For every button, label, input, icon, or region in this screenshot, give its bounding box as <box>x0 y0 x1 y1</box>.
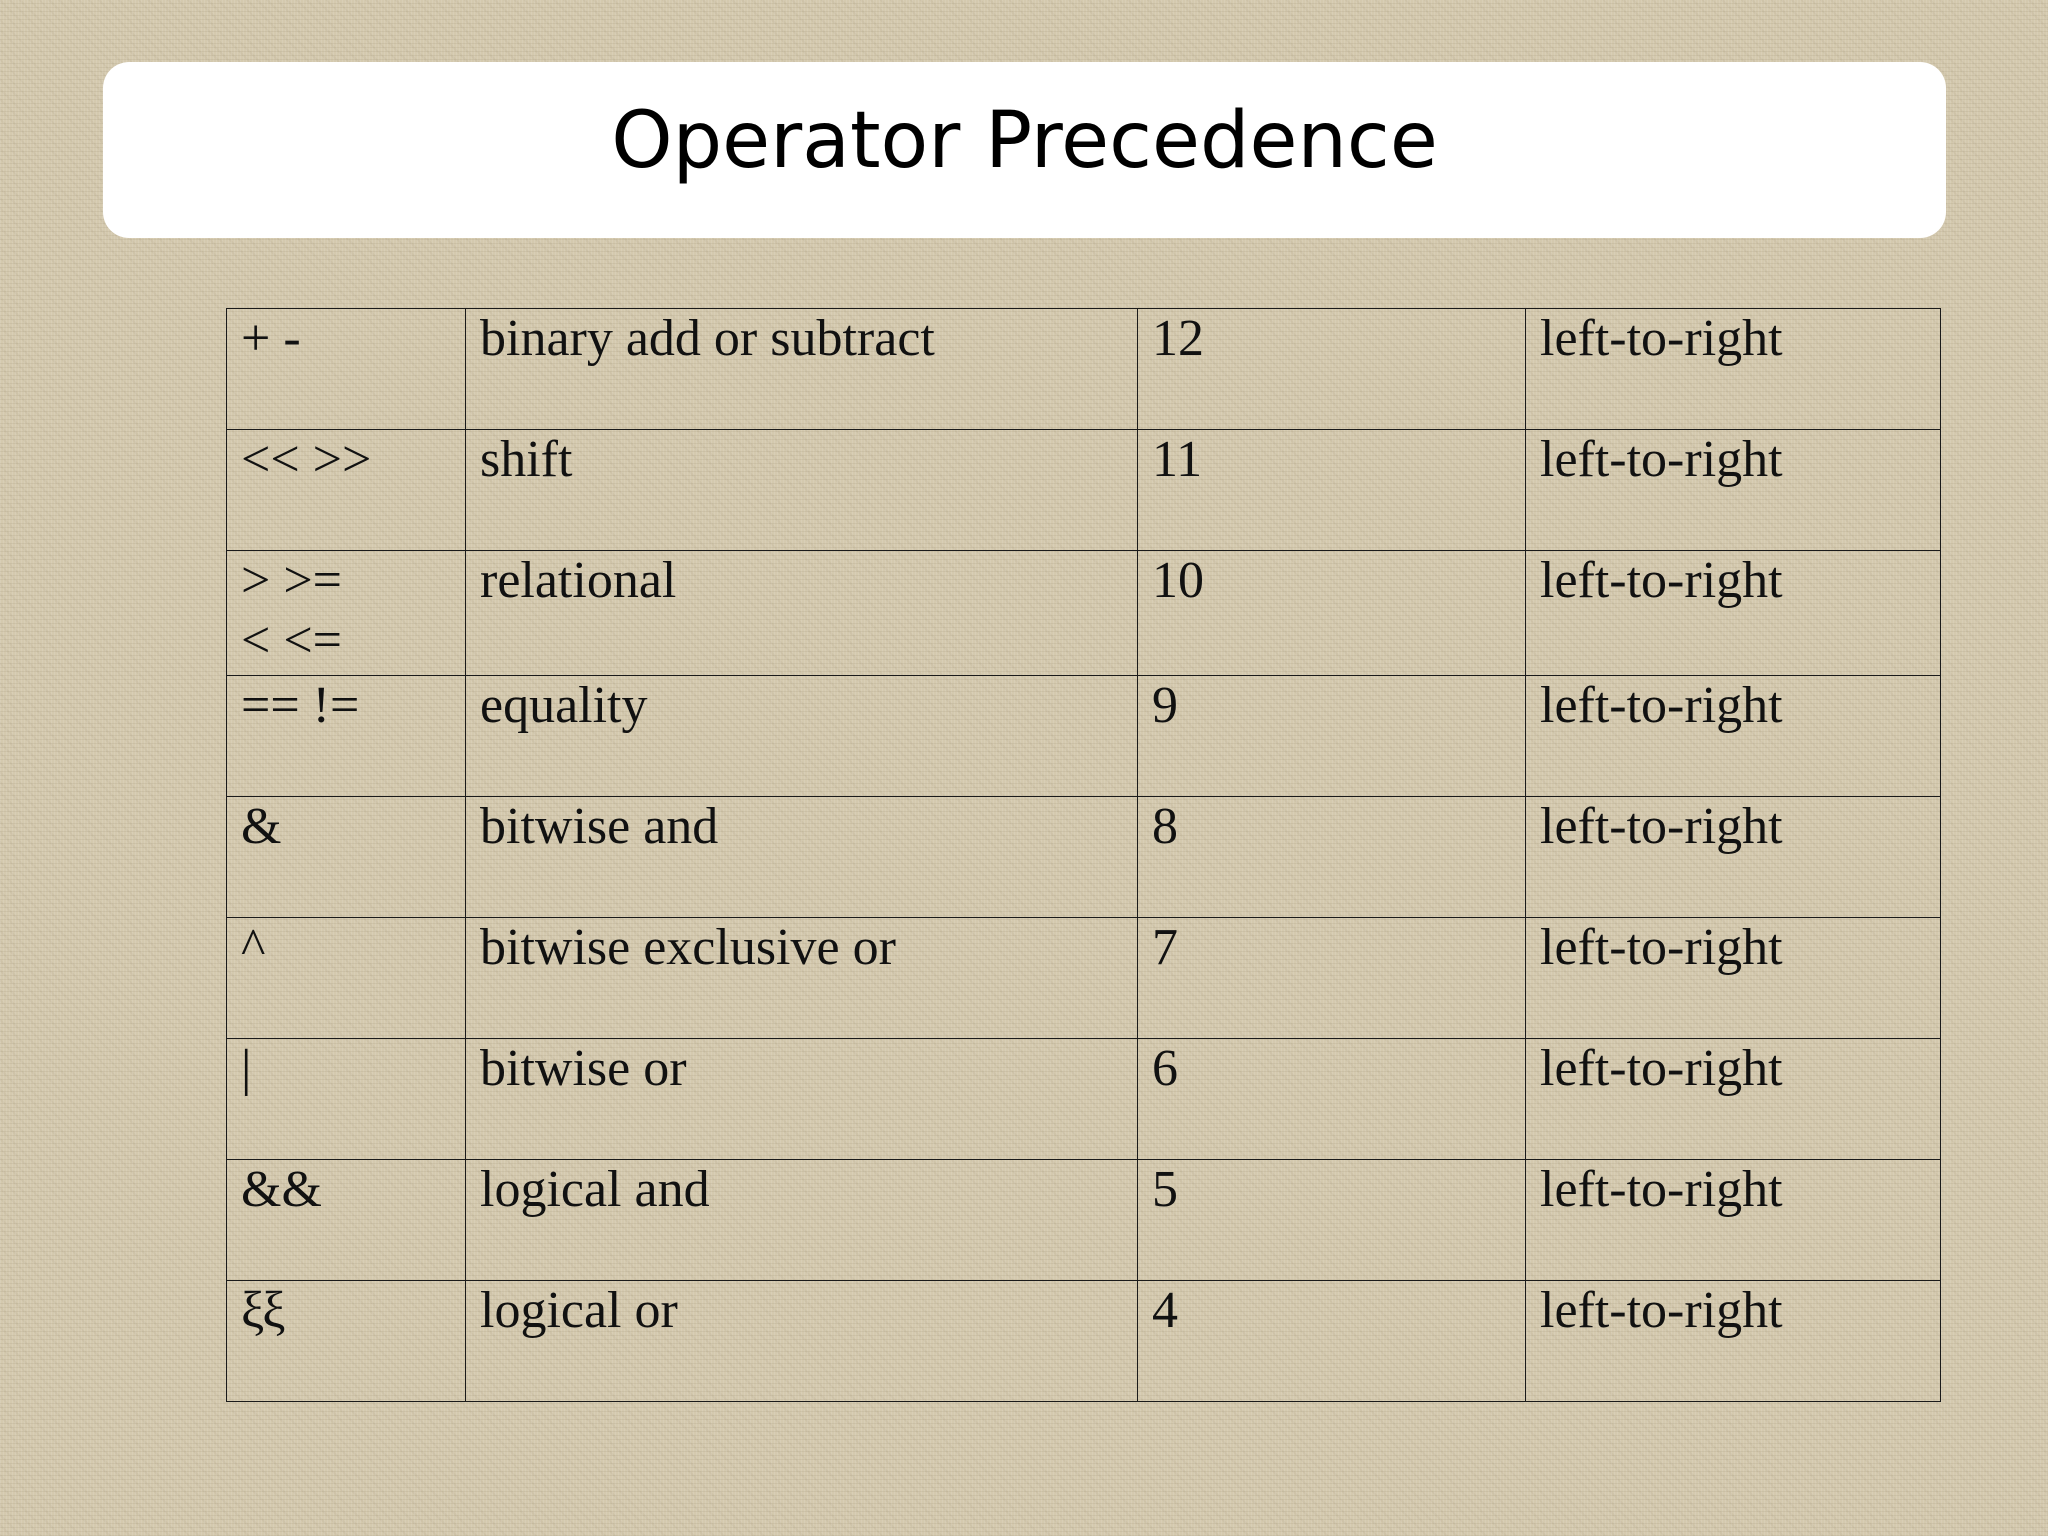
associativity-cell: left-to-right <box>1526 551 1941 676</box>
precedence-cell: 6 <box>1138 1039 1526 1160</box>
description-cell: bitwise or <box>466 1039 1138 1160</box>
title-banner <box>103 62 1946 238</box>
operator-cell: + - <box>227 309 466 430</box>
table-row <box>227 1039 1941 1160</box>
precedence-cell: 12 <box>1138 309 1526 430</box>
description-cell: bitwise exclusive or <box>466 918 1138 1039</box>
table-row <box>227 551 1941 676</box>
associativity-cell: left-to-right <box>1526 430 1941 551</box>
associativity-cell: left-to-right <box>1526 918 1941 1039</box>
description-cell: binary add or subtract <box>466 309 1138 430</box>
description-cell: shift <box>466 430 1138 551</box>
associativity-cell: left-to-right <box>1526 1160 1941 1281</box>
description-cell: logical or <box>466 1281 1138 1402</box>
associativity-cell: left-to-right <box>1526 1281 1941 1402</box>
operator-cell: == != <box>227 676 466 797</box>
operator-precedence-table <box>226 308 1941 1402</box>
operator-cell: ^ <box>227 918 466 1039</box>
description-cell: bitwise and <box>466 797 1138 918</box>
operator-cell: | <box>227 1039 466 1160</box>
table-row <box>227 918 1941 1039</box>
table-row <box>227 1160 1941 1281</box>
operator-cell: << >> <box>227 430 466 551</box>
operator-cell: && <box>227 1160 466 1281</box>
description-cell: equality <box>466 676 1138 797</box>
description-cell: relational <box>466 551 1138 676</box>
operator-cell: & <box>227 797 466 918</box>
precedence-cell: 8 <box>1138 797 1526 918</box>
associativity-cell: left-to-right <box>1526 676 1941 797</box>
slide-title: Operator Precedence <box>611 96 1438 186</box>
operator-cell: ξξ <box>227 1281 466 1402</box>
table-row <box>227 309 1941 430</box>
description-cell: logical and <box>466 1160 1138 1281</box>
associativity-cell: left-to-right <box>1526 1039 1941 1160</box>
table-row <box>227 797 1941 918</box>
precedence-cell: 7 <box>1138 918 1526 1039</box>
table-row <box>227 1281 1941 1402</box>
precedence-cell: 11 <box>1138 430 1526 551</box>
associativity-cell: left-to-right <box>1526 797 1941 918</box>
precedence-cell: 9 <box>1138 676 1526 797</box>
precedence-cell: 4 <box>1138 1281 1526 1402</box>
precedence-cell: 5 <box>1138 1160 1526 1281</box>
operator-cell: > >= < <= <box>227 551 466 676</box>
table-row <box>227 430 1941 551</box>
table-row <box>227 676 1941 797</box>
precedence-cell: 10 <box>1138 551 1526 676</box>
associativity-cell: left-to-right <box>1526 309 1941 430</box>
